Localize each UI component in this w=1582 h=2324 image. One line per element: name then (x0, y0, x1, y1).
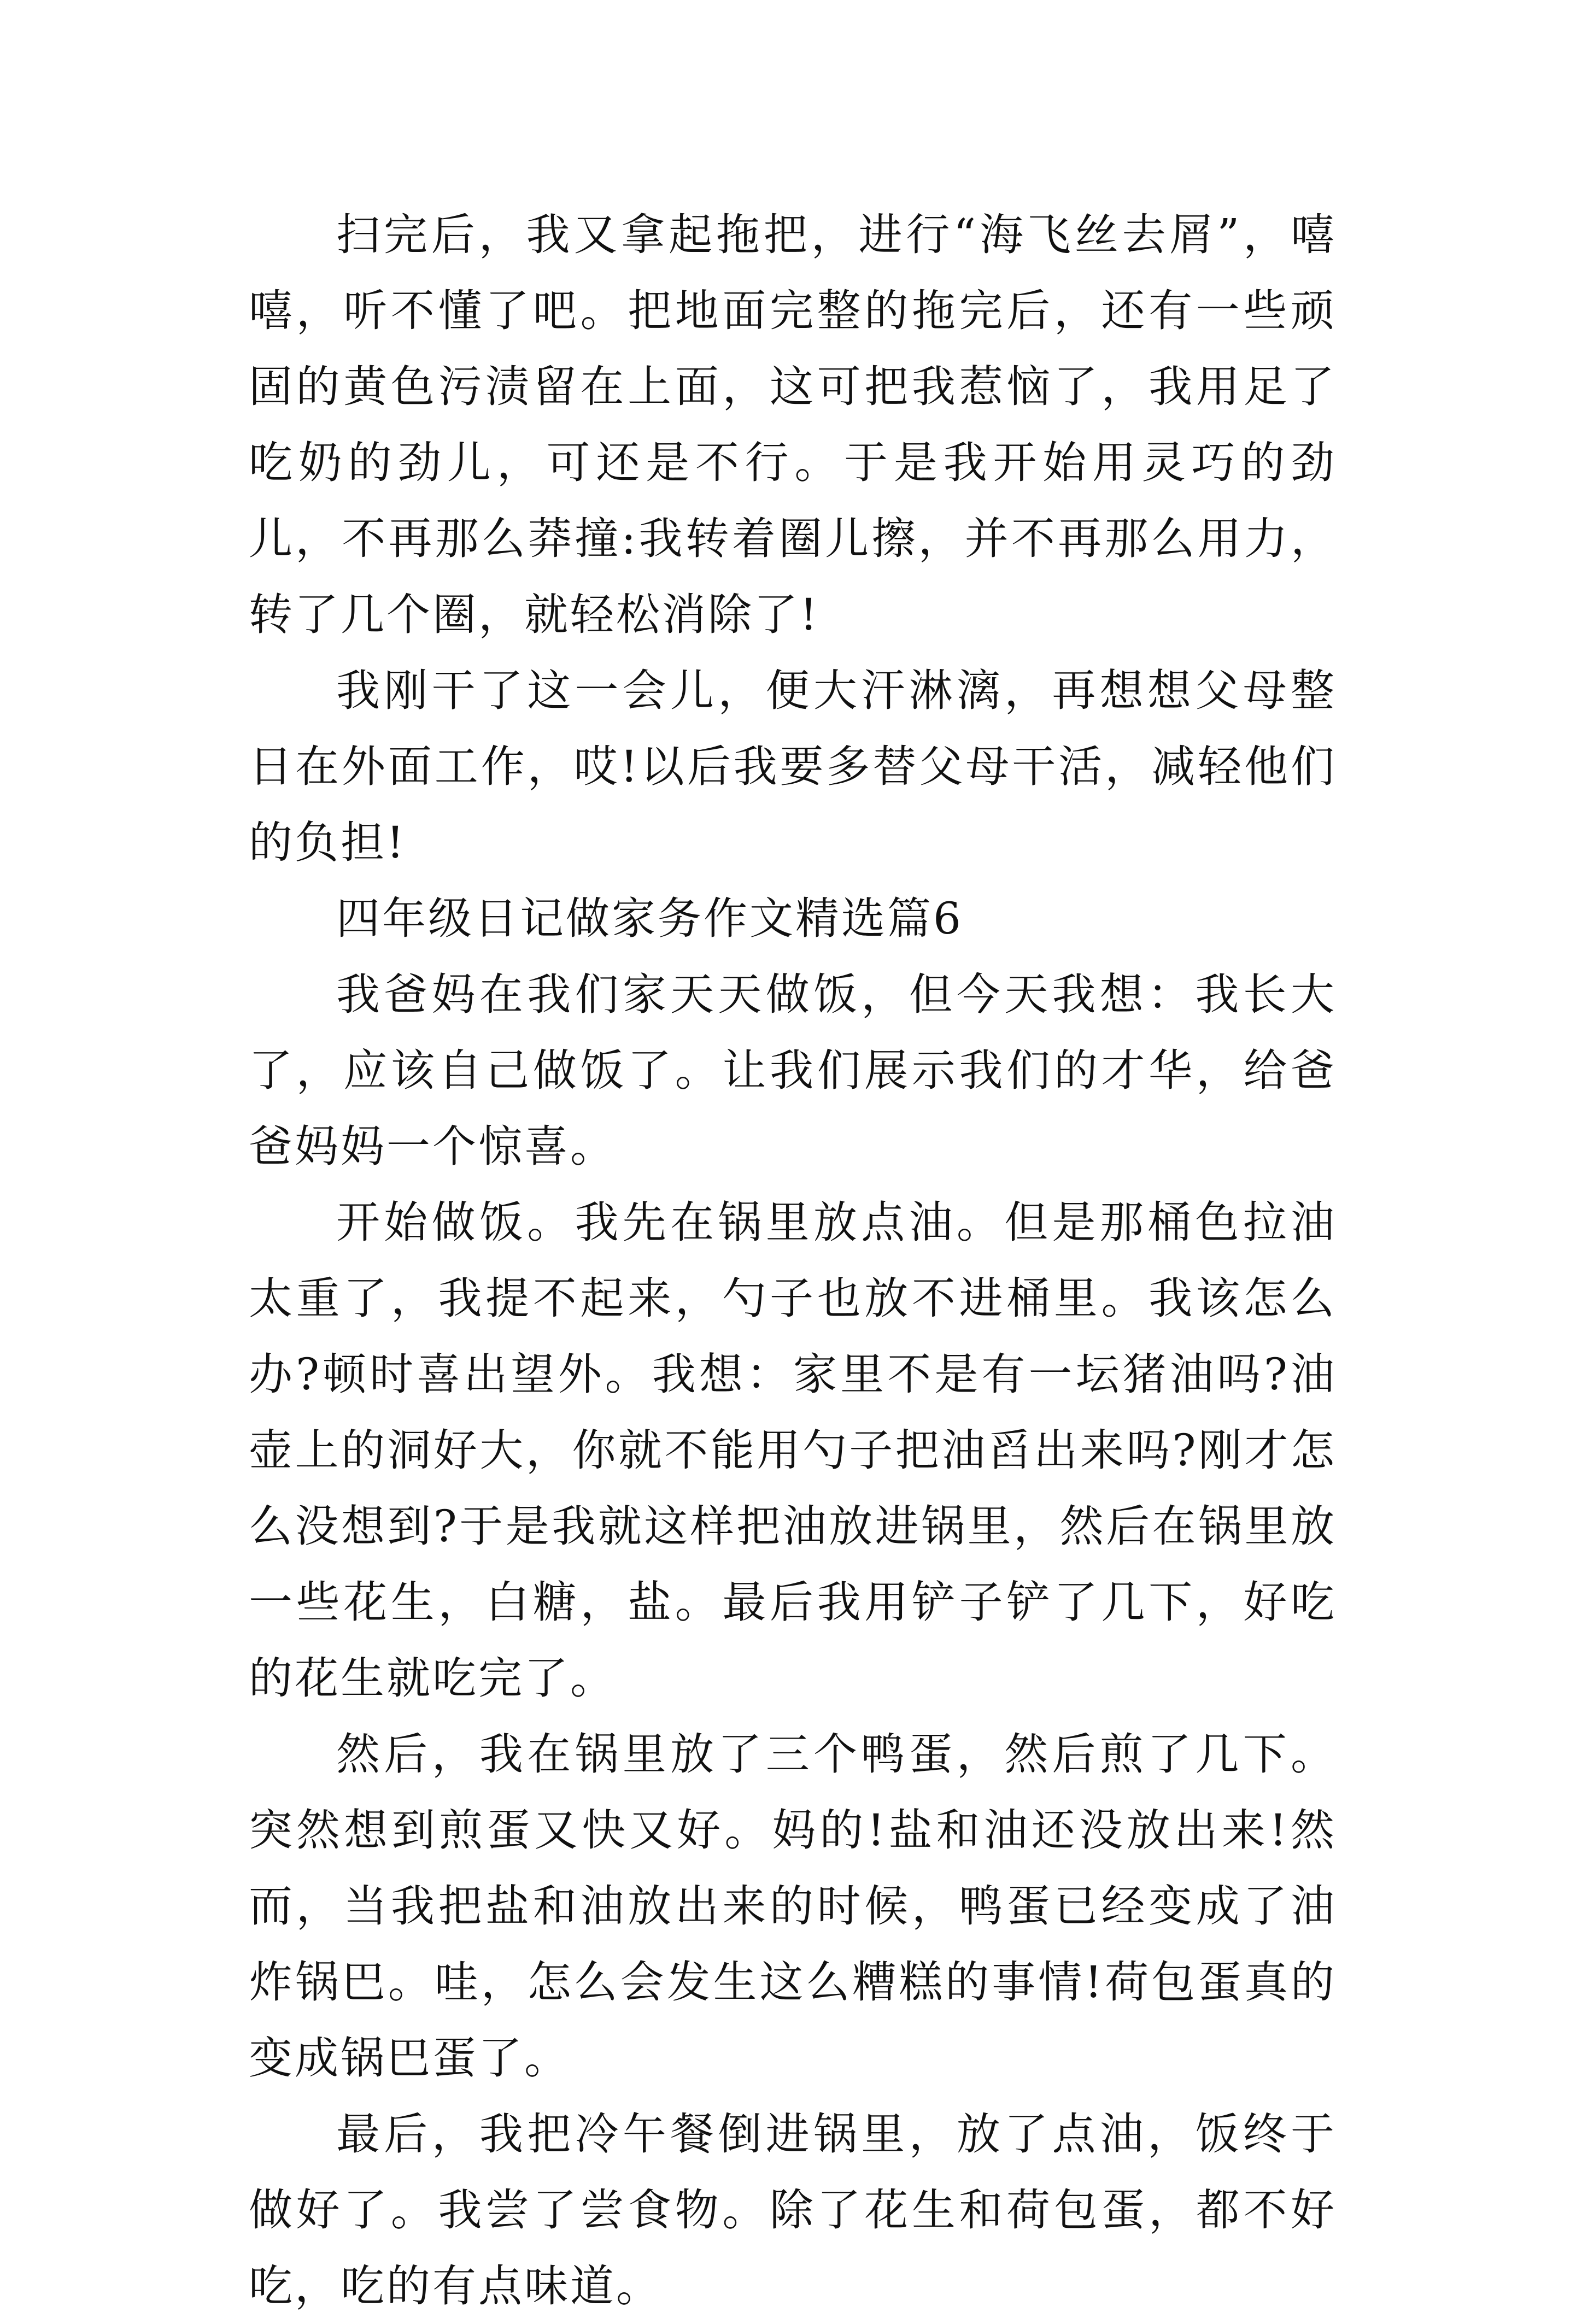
paragraph-reflection: 我刚干了这一会儿，便大汗淋漓，再想想父母整日在外面工作，哎!以后我要多替父母干活，减轻他们的负担! (249, 665, 1337, 868)
document-body (249, 197, 1337, 2324)
section-heading: 四年级日记做家务作文精选篇6 (336, 893, 963, 944)
paragraph-conclusion: 最后，我把冷午餐倒进锅里，放了点油，饭终于做好了。我尝了尝食物。除了花生和荷包蛋，都不好吃，吃的有点味道。 (249, 2109, 1337, 2311)
paragraph-duck-eggs: 然后，我在锅里放了三个鸭蛋，然后煎了几下。突然想到煎蛋又快又好。妈的!盐和油还没放出来!然而，当我把盐和油放出来的时候，鸭蛋已经变成了油炸锅巴。哇，怎么会发生这么糟糕的事情!荷包蛋真的变成锅巴蛋了。 (249, 1729, 1337, 2084)
paragraph-sweeping-mopping: 扫完后，我又拿起拖把，进行“海飞丝去屑”，嘻嘻，听不懂了吧。把地面完整的拖完后，还有一些顽固的黄色污渍留在上面，这可把我惹恼了，我用足了吃奶的劲儿，可还是不行。于是我开始用灵巧的劲儿，不再那么莽撞:我转着圈儿擦，并不再那么用力，转了几个圈，就轻松消除了! (249, 209, 1337, 640)
paragraph-intro-cooking: 我爸妈在我们家天天做饭，但今天我想：我长大了，应该自己做饭了。让我们展示我们的才华，给爸爸妈妈一个惊喜。 (249, 969, 1337, 1172)
paragraph-oil-peanuts: 开始做饭。我先在锅里放点油。但是那桶色拉油太重了，我提不起来，勺子也放不进桶里。我该怎么办?顿时喜出望外。我想：家里不是有一坛猪油吗?油壶上的洞好大，你就不能用勺子把油舀出来吗?刚才怎么没想到?于是我就这样把油放进锅里，然后在锅里放一些花生，白糖，盐。最后我用铲子铲了几下，好吃的花生就吃完了。 (249, 1197, 1337, 1704)
